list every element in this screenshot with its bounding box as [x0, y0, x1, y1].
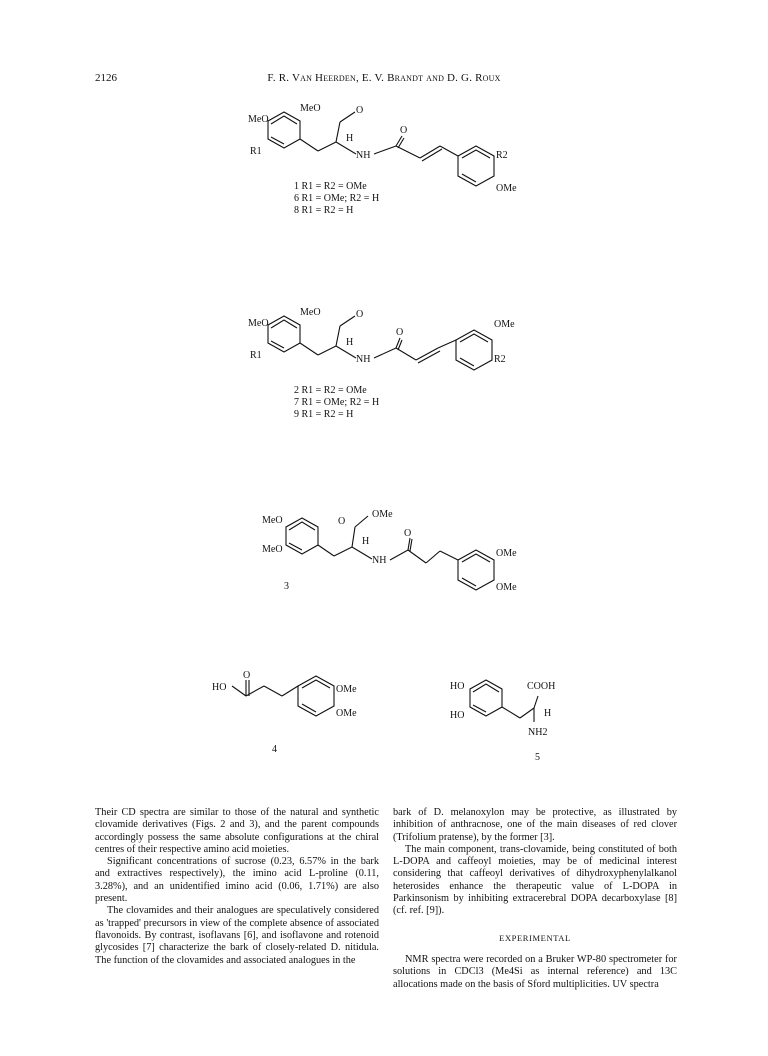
s2-r1: R1: [250, 350, 262, 361]
section-title-experimental: EXPERIMENTAL: [499, 932, 571, 943]
s5-cooh: COOH: [527, 681, 556, 692]
s2-compound-7: 7 R1 = OMe; R2 = H: [294, 397, 380, 408]
s3-h: H: [362, 536, 370, 547]
s2-compound-9: 9 R1 = R2 = H: [294, 409, 354, 420]
s1-r1: R1: [250, 146, 262, 157]
s4-carbonyl-o: O: [243, 670, 251, 681]
left-paragraph-3: The clovamides and their analogues are speculatively considered as 'trapped' precursors in view of the complete absence of associated flavonoids. By contrast, isoflavans [6], and isoflavone and rotenoid glycosides [7] characterize the bark of closely-related D. nitidula. The function of the clovamides and associated analogues in the: [95, 905, 379, 966]
s2-ome: OMe: [494, 319, 515, 330]
s5-nh2: NH2: [528, 727, 548, 738]
s2-amide-o: O: [396, 327, 404, 338]
s3-carbonyl-o: O: [338, 516, 346, 527]
s1-amide-o: O: [400, 125, 408, 136]
s4-ome-1: OMe: [336, 684, 357, 695]
structure-3-bonds: [286, 516, 494, 590]
s4-compound-number: 4: [272, 744, 277, 755]
page-number: 2126: [95, 72, 117, 84]
structure-1-bonds: [268, 112, 494, 186]
right-paragraph-2: The main component, trans-clovamide, being constituted of both L-DOPA and caffeoyl moieties, may be of medicinal interest considering that caffeoyl derivatives of dihydroxyphenylalkanol heterosides enhance the therapeutic value of L-DOPA in Parkinsonism by inhibiting extracerebral DOPA decarboxylase [8] (cf. ref. [9]).: [393, 843, 677, 917]
structure-2-bonds: [268, 316, 492, 370]
s1-carbonyl-o: O: [356, 105, 364, 116]
s5-ho-1: HO: [450, 681, 465, 692]
running-head-authors: F. R. Van Heerden, E. V. Brandt and D. G. Roux: [267, 72, 501, 84]
s2-nh: NH: [356, 354, 371, 365]
right-column: [393, 807, 677, 991]
s1-compound-1: 1 R1 = R2 = OMe: [294, 181, 367, 192]
s5-compound-number: 5: [535, 752, 540, 763]
s1-compound-8: 8 R1 = R2 = H: [294, 205, 354, 216]
s5-ho-2: HO: [450, 710, 465, 721]
s1-r2: R2: [496, 150, 508, 161]
s2-r2: R2: [494, 354, 506, 365]
s3-compound-number: 3: [284, 581, 289, 592]
s4-ome-2: OMe: [336, 708, 357, 719]
s2-meo-2: MeO: [300, 307, 321, 318]
s1-h: H: [346, 133, 354, 144]
left-paragraph-2: Significant concentrations of sucrose (0.23, 6.57% in the bark and extractives respectively), the imino acid L-proline (0.11, 3.28%), and an unidentified imino acid (0.06, 1.71%) are also present.: [95, 856, 379, 905]
s1-compound-6: 6 R1 = OMe; R2 = H: [294, 193, 380, 204]
s3-meo-1: MeO: [262, 515, 283, 526]
s3-ester-ome: OMe: [372, 509, 393, 520]
right-paragraph-1: bark of D. melanoxylon may be protective, as illustrated by inhibition of anthracnose, one of the main diseases of red clover (Trifolium pratense), by the former [3].: [393, 807, 677, 843]
s2-compound-2: 2 R1 = R2 = OMe: [294, 385, 367, 396]
s1-ome: OMe: [496, 183, 517, 194]
s3-amide-o: O: [404, 528, 412, 539]
s2-meo-1: MeO: [248, 318, 269, 329]
s3-meo-2: MeO: [262, 544, 283, 555]
s3-ome-2: OMe: [496, 582, 517, 593]
s1-meo-2: MeO: [300, 103, 321, 114]
s4-ho: HO: [212, 682, 227, 693]
s3-ome-1: OMe: [496, 548, 517, 559]
right-paragraph-3: NMR spectra were recorded on a Bruker WP-80 spectrometer for solutions in CDCl3 (Me4Si as internal reference) and 13C allocations made on the basis of Sford multiplicities. UV spectra: [393, 953, 677, 990]
s1-nh: NH: [356, 150, 371, 161]
s3-nh: NH: [372, 555, 387, 566]
s1-meo-1: MeO: [248, 114, 269, 125]
structure-4-bonds: [232, 676, 334, 716]
s2-carbonyl-o: O: [356, 309, 364, 320]
left-column: [95, 807, 379, 967]
left-paragraph-1: Their CD spectra are similar to those of the natural and synthetic clovamide derivatives (Figs. 2 and 3), and the parent compounds accordingly possess the same absolute configurations at the chiral centres of their respective amino acid moieties.: [95, 807, 379, 855]
s2-h: H: [346, 337, 354, 348]
s5-h: H: [544, 708, 552, 719]
